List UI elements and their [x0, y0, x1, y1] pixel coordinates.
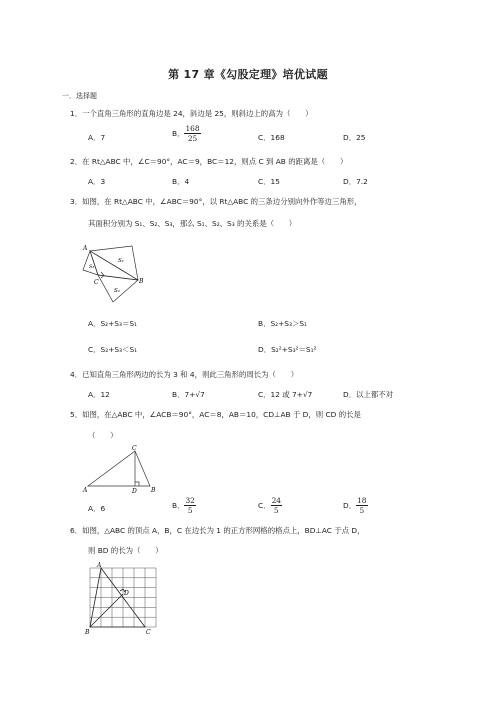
q1-option-b-numerator: 168 [185, 124, 200, 133]
q3-option-c: C．S₂+S₃＜S₁ [88, 345, 138, 354]
q5-option-c-numerator: 24 [271, 496, 281, 505]
q2-option-a: A．3 [88, 177, 106, 186]
q1-option-b [172, 124, 201, 143]
q5-option-d-denominator: 5 [359, 506, 365, 515]
q1-option-d: D．25 [343, 133, 366, 142]
q5-right-angle-mark [135, 482, 139, 486]
q4-option-b: B．7+√7 [172, 390, 205, 399]
question-3-stem-line-2: 其面积分别为 S₁、S₂、S₃，那么 S₁、S₂、S₃ 的关系是（ ） [88, 219, 297, 228]
q3-option-b: B．S₂+S₃＞S₁ [258, 319, 308, 328]
q5-option-c-label: C． [258, 501, 271, 510]
q6-label-b: B [85, 629, 90, 636]
section-heading: 一．选择题 [62, 92, 97, 100]
q5-option-c-denominator: 5 [273, 506, 279, 515]
q1-option-b-fraction [184, 124, 200, 143]
q6-label-d: D [124, 590, 129, 597]
q2-option-d: D．7.2 [343, 177, 368, 186]
q4-option-d: D．以上都不对 [343, 390, 394, 399]
q5-figure [82, 444, 162, 494]
q6-label-c: C [146, 629, 151, 636]
q2-option-b: B．4 [172, 177, 190, 186]
q5-option-a: A．6 [88, 504, 106, 513]
q3-label-s1: S₁ [118, 258, 124, 264]
q5-label-b: B [151, 487, 156, 494]
question-5-stem-line-1: 5．如图，在△ABC 中，∠ACB＝90°，AC＝8，AB＝10，CD⊥AB 于 D，则 CD 的长是 [70, 410, 361, 419]
q5-option-c [258, 496, 282, 515]
q5-label-a: A [83, 487, 88, 494]
q5-option-b-label: B． [172, 501, 185, 510]
q4-option-c: C．12 或 7+√7 [258, 390, 313, 399]
question-5-stem-line-2: （ ） [88, 431, 118, 440]
q3-right-triangle [90, 251, 138, 280]
q5-option-b-denominator: 5 [187, 506, 193, 515]
question-6-stem-line-1: 6．如图，△ABC 的顶点 A，B，C 在边长为 1 的正方形网格的格点上，BD⊥AC 于点 D， [70, 526, 365, 535]
q3-label-c: C [94, 279, 99, 286]
q2-option-c: C．15 [258, 177, 280, 186]
q5-option-b [172, 496, 196, 515]
q5-option-c-fraction [271, 496, 282, 515]
page-title: 第 17 章《勾股定理》培优试题 [168, 68, 328, 81]
q5-option-b-fraction [184, 496, 195, 515]
q5-option-b-numerator: 32 [185, 496, 195, 505]
q3-figure [80, 238, 160, 306]
q3-option-d: D．S₂²+S₃²＝S₁² [258, 345, 317, 354]
question-1-stem: 1．一个直角三角形的直角边是 24，斜边是 25，则斜边上的高为（ ） [70, 109, 313, 118]
q5-option-d-label: D． [343, 501, 357, 510]
q5-label-d: D [132, 488, 137, 494]
q3-label-a: A [83, 245, 88, 252]
q5-option-d-numerator: 18 [357, 496, 367, 505]
q3-right-angle-mark [101, 272, 104, 278]
q5-option-d [343, 496, 368, 515]
question-4-stem: 4．已知直角三角形两边的长为 3 和 4，则此三角形的周长为（ ） [70, 370, 299, 379]
q1-option-b-label: B． [172, 129, 185, 138]
question-2-stem: 2．在 Rt△ABC 中，∠C＝90°，AC＝9，BC＝12，则点 C 到 AB 的距离是（ ） [70, 157, 348, 166]
q3-label-s2: S₂ [114, 288, 120, 294]
q3-label-s3: S₃ [89, 264, 95, 270]
q3-option-a: A．S₂+S₃＝S₁ [88, 319, 137, 328]
q6-label-a: A [97, 562, 102, 569]
q1-option-c: C．168 [258, 133, 285, 142]
question-6-stem-line-2: 则 BD 的长为（ ） [88, 546, 163, 555]
question-3-stem-line-1: 3．如图，在 Rt△ABC 中，∠ABC＝90°，以 Rt△ABC 的三条边分别向外作等边三角形， [70, 197, 362, 206]
q5-option-d-fraction [356, 496, 367, 515]
q6-figure [84, 562, 162, 636]
q5-triangle [88, 451, 150, 486]
q3-label-b: B [139, 278, 144, 285]
q1-option-a: A．7 [88, 133, 106, 142]
q1-option-b-denominator: 25 [187, 134, 198, 143]
q5-label-c: C [132, 445, 137, 452]
q4-option-a: A．12 [88, 390, 110, 399]
